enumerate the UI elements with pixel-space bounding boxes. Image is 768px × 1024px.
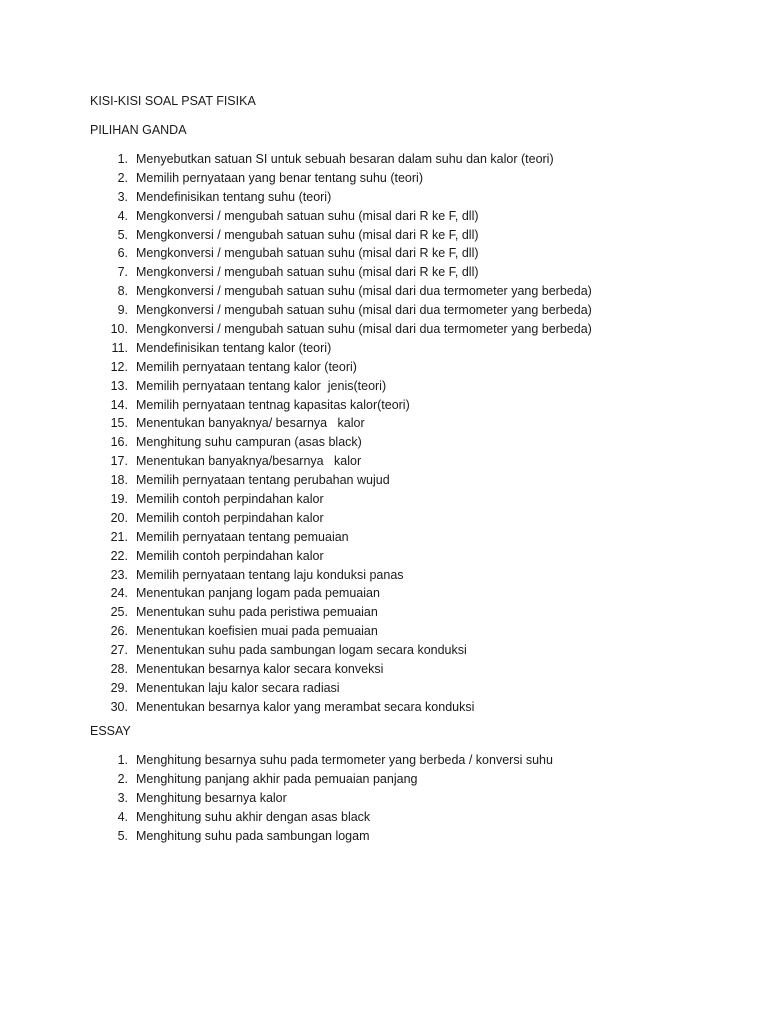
list-item-number: 17. [110,454,128,469]
list-item [90,433,592,452]
list-item [90,660,592,679]
list-item [90,452,592,471]
section-heading-essay: ESSAY [90,724,131,738]
list-item [90,490,592,509]
list-item-number: 24. [110,586,128,601]
list-item [90,770,553,789]
list-item-number: 10. [110,322,128,337]
multiple-choice-list [90,150,592,717]
list-item [90,263,592,282]
list-item-text: Menentukan koefisien muai pada pemuaian [136,624,378,639]
list-item [90,622,592,641]
list-item-number: 2. [117,170,128,185]
list-item-text: Memilih pernyataan tentang kalor (teori) [136,359,357,374]
list-item [90,603,592,622]
list-item-text: Mengkonversi / mengubah satuan suhu (misal dari dua termometer yang berbeda) [136,284,592,299]
list-item-number: 16. [110,435,128,450]
essay-list [90,751,553,845]
list-item-number: 5. [117,828,128,843]
list-item-text: Mengkonversi / mengubah satuan suhu (misal dari dua termometer yang berbeda) [136,322,592,337]
list-item-text: Menentukan laju kalor secara radiasi [136,680,340,695]
list-item [90,789,553,808]
list-item-number: 22. [110,548,128,563]
list-item-number: 20. [110,510,128,525]
list-item-text: Memilih pernyataan tentang laju konduksi panas [136,567,404,582]
list-item-number: 12. [110,359,128,374]
list-item-number: 3. [117,189,128,204]
list-item [90,188,592,207]
list-item-text: Menentukan panjang logam pada pemuaian [136,586,380,601]
list-item-number: 29. [110,680,128,695]
list-item [90,471,592,490]
list-item-number: 1. [117,152,128,166]
list-item-number: 30. [110,699,128,714]
list-item-text: Mengkonversi / mengubah satuan suhu (misal dari dua termometer yang berbeda) [136,303,592,318]
list-item [90,414,592,433]
list-item [90,282,592,301]
page-title: KISI-KISI SOAL PSAT FISIKA [90,94,256,108]
list-item-number: 28. [110,662,128,677]
list-item-text: Mendefinisikan tentang suhu (teori) [136,189,332,204]
list-item-text: Memilih contoh perpindahan kalor [136,548,324,563]
list-item-number: 13. [110,378,128,393]
list-item-number: 8. [117,284,128,299]
list-item-number: 3. [117,790,128,805]
list-item-number: 1. [117,753,128,767]
list-item-text: Menghitung suhu campuran (asas black) [136,435,362,450]
list-item [90,339,592,358]
list-item-number: 4. [117,208,128,223]
list-item-text: Menyebutkan satuan SI untuk sebuah besaran dalam suhu dan kalor (teori) [136,152,554,166]
list-item-text: Memilih pernyataan tentang kalor jenis(teori) [136,378,387,393]
list-item [90,566,592,585]
list-item [90,358,592,377]
list-item [90,207,592,226]
list-item [90,244,592,263]
list-item-number: 4. [117,809,128,824]
list-item-text: Memilih contoh perpindahan kalor [136,510,324,525]
list-item-text: Mengkonversi / mengubah satuan suhu (misal dari R ke F, dll) [136,246,479,261]
list-item-text: Menghitung panjang akhir pada pemuaian panjang [136,771,418,786]
list-item-text: Mendefinisikan tentang kalor (teori) [136,340,332,355]
list-item-text: Memilih pernyataan yang benar tentang suhu (teori) [136,170,423,185]
list-item-number: 5. [117,227,128,242]
list-item [90,226,592,245]
list-item [90,301,592,320]
list-item-text: Menghitung suhu akhir dengan asas black [136,809,371,824]
list-item-text: Mengkonversi / mengubah satuan suhu (misal dari R ke F, dll) [136,208,479,223]
list-item-number: 23. [110,567,128,582]
list-item-number: 18. [110,473,128,488]
list-item-text: Menentukan besarnya kalor yang merambat secara konduksi [136,699,475,714]
list-item [90,751,553,770]
list-item-number: 11. [111,340,128,355]
list-item-number: 2. [117,771,128,786]
list-item-text: Mengkonversi / mengubah satuan suhu (misal dari R ke F, dll) [136,265,479,280]
list-item [90,827,553,846]
list-item-text: Menentukan suhu pada sambungan logam secara konduksi [136,643,467,658]
list-item-number: 9. [117,303,128,318]
list-item [90,377,592,396]
list-item-number: 7. [117,265,128,280]
list-item [90,150,592,169]
list-item-number: 6. [117,246,128,261]
list-item-text: Menghitung suhu pada sambungan logam [136,828,370,843]
list-item [90,808,553,827]
list-item-number: 19. [110,492,128,507]
list-item [90,528,592,547]
list-item-text: Menentukan banyaknya/besarnya kalor [136,454,362,469]
list-item-number: 14. [110,397,128,412]
list-item [90,641,592,660]
list-item-text: Menentukan banyaknya/ besarnya kalor [136,416,365,431]
list-item-text: Mengkonversi / mengubah satuan suhu (misal dari R ke F, dll) [136,227,479,242]
list-item [90,547,592,566]
list-item-number: 25. [110,605,128,620]
list-item [90,679,592,698]
section-heading-multiple-choice: PILIHAN GANDA [90,123,187,137]
list-item-number: 26. [110,624,128,639]
list-item-text: Menghitung besarnya suhu pada termometer yang berbeda / konversi suhu [136,753,553,767]
list-item-number: 15. [110,416,128,431]
list-item-text: Memilih contoh perpindahan kalor [136,492,324,507]
list-item [90,320,592,339]
list-item-text: Menentukan besarnya kalor secara konveksi [136,662,384,677]
list-item [90,584,592,603]
list-item-number: 21. [110,529,128,544]
list-item [90,509,592,528]
list-item [90,169,592,188]
list-item [90,698,592,717]
list-item-text: Memilih pernyataan tentang perubahan wujud [136,473,390,488]
list-item-text: Menentukan suhu pada peristiwa pemuaian [136,605,378,620]
list-item-text: Memilih pernyataan tentang pemuaian [136,529,349,544]
list-item [90,396,592,415]
list-item-number: 27. [110,643,128,658]
list-item-text: Menghitung besarnya kalor [136,790,287,805]
list-item-text: Memilih pernyataan tentnag kapasitas kalor(teori) [136,397,410,412]
